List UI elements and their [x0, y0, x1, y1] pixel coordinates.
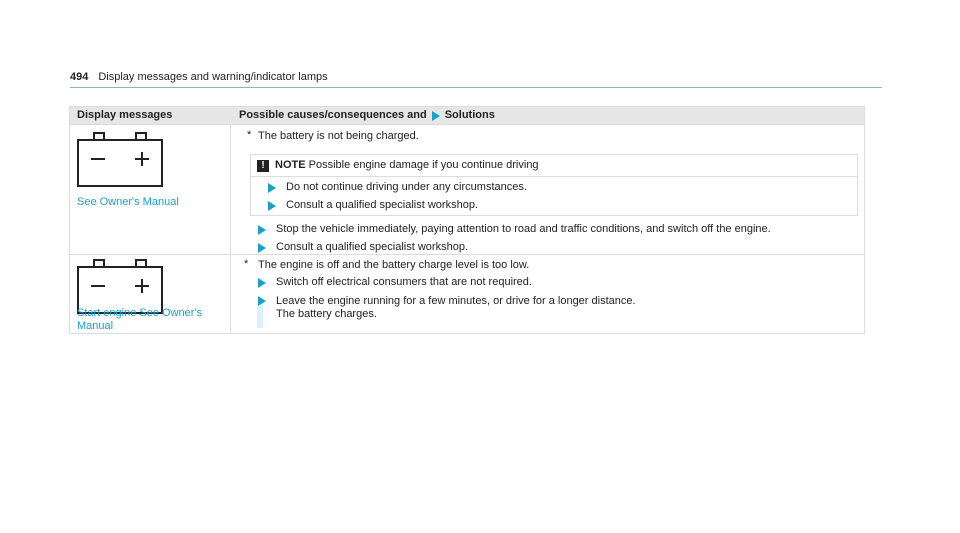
table-row [70, 254, 864, 334]
cause-text: The battery is not being charged. [258, 130, 419, 142]
note-step [251, 177, 857, 196]
battery-warning-icon [77, 139, 163, 187]
causes-solutions-cell [231, 255, 864, 334]
note-label: NOTE [275, 159, 306, 171]
triangle-right-icon [258, 243, 266, 253]
page-header-title: Display messages and warning/indicator lamps [98, 71, 328, 83]
causes-solutions-cell [231, 125, 864, 254]
triangle-right-icon [268, 201, 276, 211]
display-message-cell [70, 255, 231, 334]
start-engine-see-owners-manual-link[interactable]: Start engine See Owner's Manual [77, 307, 203, 332]
column-header-causes-text: Possible causes/consequences and [239, 109, 427, 121]
note-step-text: Do not continue driving under any circumstances. [286, 181, 527, 193]
note-step [251, 196, 857, 215]
note-text: Possible engine damage if you continue driving [308, 159, 539, 171]
cause-asterisk: * [247, 129, 252, 141]
triangle-right-icon [432, 111, 440, 121]
note-header [251, 155, 857, 177]
result-text: The battery charges. [276, 308, 377, 320]
exclamation-icon: ! [257, 160, 269, 172]
solution-step-text: Leave the engine running for a few minutes, or drive for a longer distance. [276, 295, 636, 307]
note-box [250, 154, 858, 216]
triangle-right-icon [258, 225, 266, 235]
page-number: 494 [70, 71, 89, 83]
triangle-right-icon [268, 183, 276, 193]
page-header [70, 70, 882, 88]
triangle-right-icon [258, 296, 266, 306]
triangle-right-icon [258, 278, 266, 288]
column-header-solutions-text: Solutions [444, 109, 495, 121]
note-text-line [275, 159, 539, 172]
cause-asterisk: * [244, 258, 249, 270]
solution-step-text: Consult a qualified specialist workshop. [276, 241, 468, 253]
display-messages-table [69, 106, 865, 334]
table-header-row [70, 107, 864, 124]
column-header-causes-solutions [231, 107, 864, 124]
column-header-display-messages: Display messages [77, 109, 173, 121]
cause-text: The engine is off and the battery charge level is too low. [258, 259, 530, 271]
table-row [70, 124, 864, 254]
solution-step-text: Stop the vehicle immediately, paying attention to road and traffic conditions, and switch off the engine. [276, 223, 771, 235]
solution-step-text: Switch off electrical consumers that are not required. [276, 276, 532, 288]
note-step-text: Consult a qualified specialist workshop. [286, 199, 478, 211]
see-owners-manual-link[interactable]: See Owner's Manual [77, 196, 179, 208]
display-message-cell [70, 125, 231, 254]
